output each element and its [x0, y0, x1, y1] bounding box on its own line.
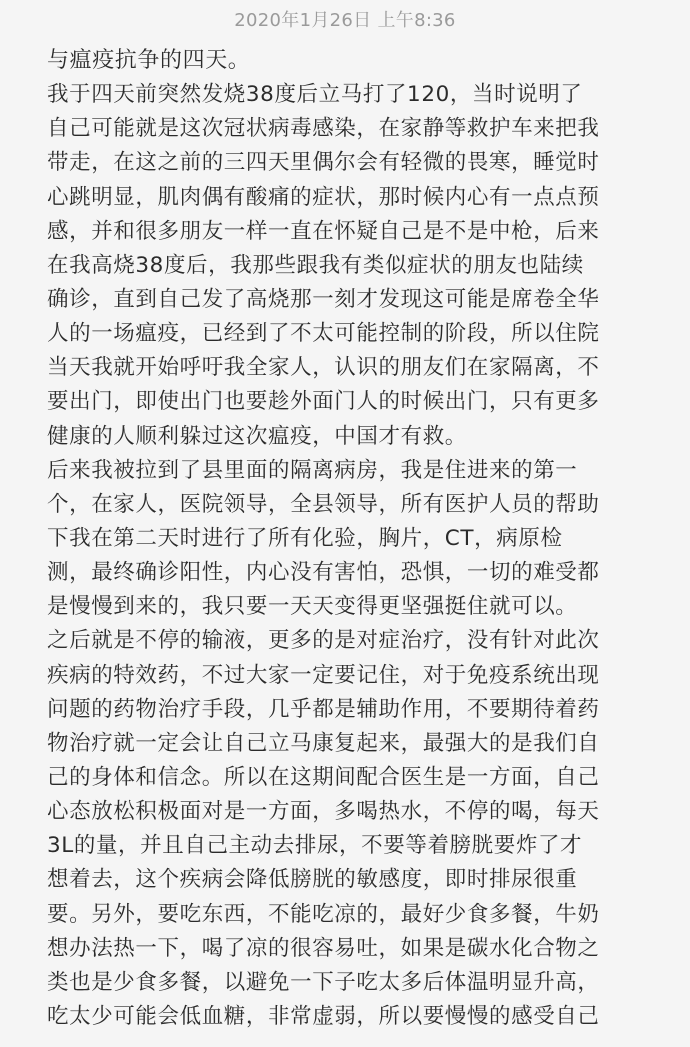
note-line: 类也是少食多餐，以避免一下子吃太多后体温明显升高， [47, 969, 600, 995]
note-body[interactable] [47, 44, 653, 1034]
note-line: 是慢慢到来的，我只要一天天变得更坚强挺住就可以。 [47, 594, 578, 620]
note-line: 我于四天前突然发烧38度后立马打了120，当时说明了 [47, 82, 583, 108]
note-line: 想着去，这个疾病会降低膀胱的敏感度，即时排尿很重 [47, 867, 578, 893]
note-line: 要。另外，要吃东西，不能吃凉的，最好少食多餐，牛奶 [47, 901, 600, 927]
note-line: 心跳明显，肌肉偶有酸痛的症状，那时候内心有一点点预 [47, 184, 600, 210]
note-line: 自己可能就是这次冠状病毒感染，在家静等救护车来把我 [47, 116, 600, 142]
note-timestamp: 2020年1月26日 上午8:36 [234, 10, 456, 31]
note-line: 物治疗就一定会让自己立马康复起来，最强大的是我们自 [47, 730, 600, 756]
note-line: 之后就是不停的输液，更多的是对症治疗，没有针对此次 [47, 628, 600, 654]
note-line: 己的身体和信念。所以在这期间配合医生是一方面，自己 [47, 764, 600, 790]
note-title-line: 与瘟疫抗争的四天。 [47, 48, 251, 73]
note-line: 人的一场瘟疫，已经到了不太可能控制的阶段，所以住院 [47, 321, 600, 347]
note-line: 问题的药物治疗手段，几乎都是辅助作用，不要期待着药 [47, 696, 600, 722]
note-line: 要出门，即使出门也要趁外面门人的时候出门，只有更多 [47, 389, 600, 415]
note-line: 疾病的特效药，不过大家一定要记住，对于免疫系统出现 [47, 662, 600, 688]
note-line: 在我高烧38度后，我那些跟我有类似症状的朋友也陆续 [47, 252, 584, 278]
note-line: 心态放松积极面对是一方面，多喝热水，不停的喝，每天 [47, 799, 600, 825]
note-line: 感，并和很多朋友一样一直在怀疑自己是不是中枪，后来 [47, 218, 600, 244]
note-line: 后来我被拉到了县里面的隔离病房，我是住进来的第一 [47, 457, 578, 483]
note-line: 测，最终确诊阳性，内心没有害怕，恐惧，一切的难受都 [47, 560, 600, 586]
note-line: 当天我就开始呼吁我全家人，认识的朋友们在家隔离，不 [47, 355, 600, 381]
note-line: 带走，在这之前的三四天里偶尔会有轻微的畏寒，睡觉时 [47, 150, 600, 176]
note-line: 3L的量，并且自己主动去排尿，不要等着膀胱要炸了才 [47, 833, 583, 859]
note-line: 个，在家人，医院领导，全县领导，所有医护人员的帮助 [47, 491, 600, 517]
note-line: 确诊，直到自己发了高烧那一刻才发现这可能是席卷全华 [47, 286, 600, 312]
note-line: 健康的人顺利躲过这次瘟疫，中国才有救。 [47, 423, 467, 449]
note-line: 吃太少可能会低血糖，非常虚弱，所以要慢慢的感受自己 [47, 1003, 600, 1029]
note-line: 下我在第二天时进行了所有化验，胸片，CT，病原检 [47, 525, 563, 551]
note-line: 想办法热一下，喝了凉的很容易吐，如果是碳水化合物之 [47, 935, 600, 961]
